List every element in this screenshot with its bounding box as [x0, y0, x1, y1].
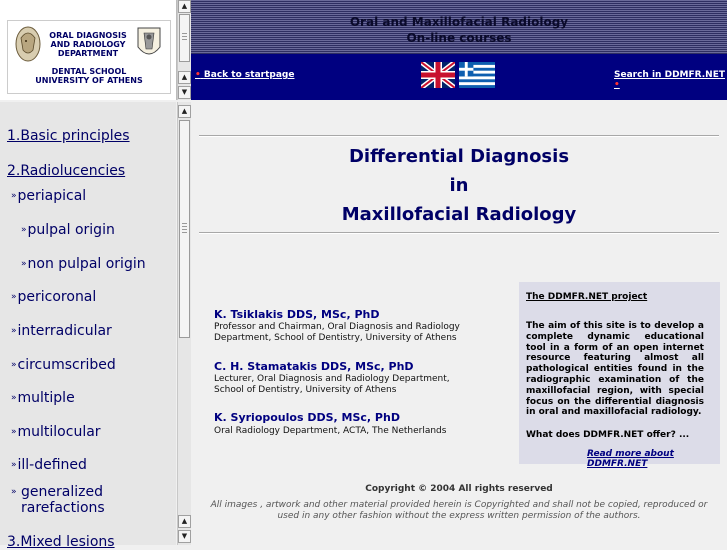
disclaimer-text: All images , artwork and other material provided herein is Copyrighted and shall not be copied, reproduced or used in any other fashion without the express written permission of the authors. [210, 500, 708, 521]
divider [199, 232, 719, 234]
page-title-line-1: Differential Diagnosis [348, 146, 570, 167]
divider [199, 135, 719, 137]
author-1-affiliation: Professor and Chairman, Oral Diagnosis and Radiology [214, 322, 460, 332]
back-to-startpage-link[interactable]: • Back to startpage [195, 70, 295, 80]
author-3-affiliation: Oral Radiology Department, ACTA, The Netherlands [214, 426, 447, 436]
copyright-notice: Copyright © 2004 All rights reserved [365, 484, 553, 494]
nav-basic-principles[interactable]: 1.Basic principles [7, 128, 130, 144]
nav-interradicular[interactable]: »interradicular [11, 323, 112, 339]
logo-line-5: UNIVERSITY OF ATHENS [35, 76, 143, 85]
sidebar-nav [0, 102, 176, 550]
nav-periapical[interactable]: »periapical [11, 188, 87, 204]
greek-flag-icon[interactable] [459, 62, 495, 88]
scroll-up-button[interactable]: ▲ [178, 71, 191, 84]
project-question: What does DDMFR.NET offer? ... [526, 430, 690, 440]
header-banner [191, 0, 727, 54]
nav-non-pulpal-origin[interactable]: »non pulpal origin [21, 256, 146, 272]
nav-multiple[interactable]: »multiple [11, 390, 75, 406]
nav-ill-defined[interactable]: »ill-defined [11, 457, 87, 473]
nav-mixed-lesions[interactable]: 3.Mixed lesions [7, 534, 115, 550]
page-title-line-3: Maxillofacial Radiology [341, 204, 577, 225]
author-3-name: K. Syriopoulos DDS, MSc, PhD [214, 411, 400, 424]
logo-scrollbar[interactable] [177, 0, 191, 100]
logo-line-1: ORAL DIAGNOSIS [49, 31, 127, 40]
nav-radiolucencies[interactable]: 2.Radiolucencies [7, 163, 126, 179]
scroll-up-button[interactable]: ▲ [178, 0, 191, 13]
author-2-name: C. H. Stamatakis DDS, MSc, PhD [214, 360, 414, 373]
project-heading: The DDMFR.NET project [526, 292, 648, 302]
page-title-line-2: in [449, 175, 469, 196]
logo-line-3: DEPARTMENT [57, 49, 119, 58]
uk-flag-icon[interactable] [421, 62, 455, 88]
logo-line-2: AND RADIOLOGY [50, 40, 126, 49]
scroll-thumb[interactable] [179, 120, 190, 338]
project-description: The aim of this site is to develop a complete dynamic educational tool in a form of an open internet resource featuring almost all pathological entities found in the radiographic examination of the maxillofacial region, with special focus on the differential diagnosis in oral and maxillofacial radiology. [526, 321, 704, 418]
scroll-down-button[interactable]: ▼ [178, 530, 191, 543]
sidebar-scrollbar[interactable] [177, 102, 191, 545]
logo-frame [0, 0, 177, 100]
header-title-line-1: Oral and Maxillofacial Radiology [349, 15, 569, 29]
scroll-up-button[interactable]: ▲ [178, 105, 191, 118]
university-seal-icon [135, 25, 163, 63]
header-nav-bar [191, 54, 727, 100]
author-2-affiliation: Lecturer, Oral Diagnosis and Radiology Department, [214, 374, 450, 384]
project-info-box [519, 282, 720, 469]
scroll-down-button[interactable]: ▼ [178, 86, 191, 99]
author-2-affiliation: School of Dentistry, University of Athens [214, 385, 397, 395]
author-1-name: K. Tsiklakis DDS, MSc, PhD [214, 308, 380, 321]
nav-circumscribed[interactable]: »circumscribed [11, 357, 116, 373]
nav-multilocular[interactable]: »multilocular [11, 424, 101, 440]
nav-generalized-rarefactions[interactable]: » generalized rarefactions [11, 484, 105, 516]
nav-pulpal-origin[interactable]: »pulpal origin [21, 222, 115, 238]
nav-pericoronal[interactable]: »pericoronal [11, 289, 97, 305]
department-logo [7, 20, 171, 94]
scroll-up-button[interactable]: ▲ [178, 515, 191, 528]
read-more-link[interactable]: Read more about DDMFR.NET [587, 449, 674, 469]
scroll-thumb[interactable] [179, 14, 190, 62]
header-title-line-2: On-line courses [406, 31, 512, 45]
search-ddmfr-link[interactable]: Search in DDMFR.NET • [614, 70, 725, 90]
logo-line-4: DENTAL SCHOOL [51, 67, 127, 76]
author-1-affiliation: Department, School of Dentistry, University of Athens [214, 333, 457, 343]
